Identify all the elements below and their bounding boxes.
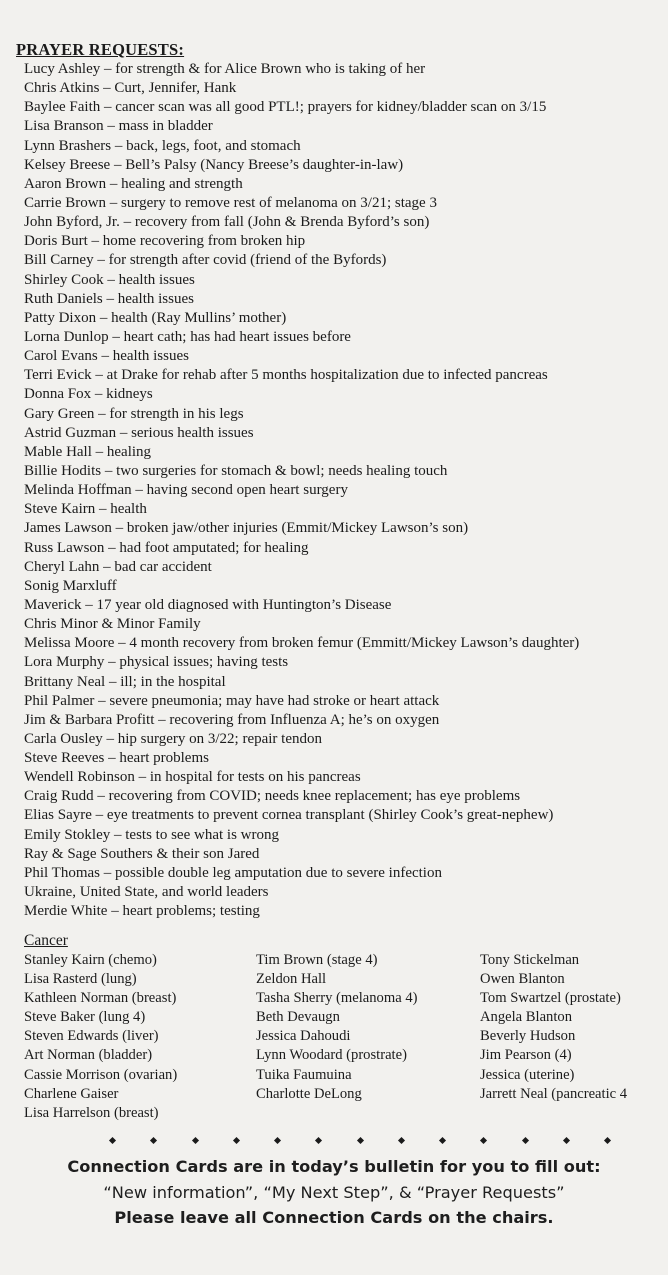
- cancer-list-item: Zeldon Hall: [256, 971, 327, 988]
- prayer-request-item: Baylee Faith – cancer scan was all good PTL!; prayers for kidney/bladder scan on 3/15: [24, 99, 547, 116]
- prayer-request-item: Lucy Ashley – for strength & for Alice Brown who is taking of her: [24, 61, 426, 77]
- prayer-request-item: Craig Rudd – recovering from COVID; needs knee replacement; has eye problems: [24, 788, 521, 805]
- prayer-request-item: Carrie Brown – surgery to remove rest of melanoma on 3/21; stage 3: [24, 194, 437, 211]
- cancer-list-item: Jim Pearson (4): [480, 1047, 572, 1064]
- prayer-request-item: Shirley Cook – health issues: [24, 271, 195, 288]
- cancer-list-item: Beverly Hudson: [480, 1028, 576, 1045]
- diamond-icon: [563, 1136, 570, 1143]
- prayer-request-item: Mable Hall – healing: [24, 443, 152, 460]
- diamond-icon: [233, 1136, 240, 1143]
- diamond-icon: [521, 1136, 528, 1143]
- diamond-icon: [150, 1136, 157, 1143]
- cancer-list-item: Jessica Dahoudi: [256, 1028, 351, 1045]
- prayer-request-item: John Byford, Jr. – recovery from fall (John & Brenda Byford’s son): [24, 214, 430, 231]
- prayer-request-item: Astrid Guzman – serious health issues: [24, 424, 254, 441]
- diamond-icon: [191, 1136, 198, 1143]
- prayer-request-item: Ruth Daniels – health issues: [24, 290, 194, 307]
- prayer-request-item: Lorna Dunlop – heart cath; has had heart issues before: [24, 328, 351, 345]
- cancer-list-item: Jarrett Neal (pancreatic 4: [480, 1085, 628, 1102]
- prayer-request-item: Billie Hodits – two surgeries for stomach & bowl; needs healing touch: [24, 462, 448, 479]
- diamond-icon: [274, 1136, 281, 1143]
- cancer-list-item: Beth Devaugn: [256, 1009, 340, 1026]
- prayer-request-item: Jim & Barbara Profitt – recovering from Influenza A; he’s on oxygen: [24, 711, 440, 728]
- prayer-request-item: Maverick – 17 year old diagnosed with Huntington’s Disease: [24, 596, 392, 613]
- diamond-icon: [398, 1136, 405, 1143]
- cancer-list-item: Tuika Faumuina: [256, 1066, 352, 1083]
- cancer-heading: Cancer: [24, 932, 68, 949]
- diamond-icon: [604, 1136, 611, 1143]
- prayer-request-item: Chris Atkins – Curt, Jennifer, Hank: [24, 80, 237, 97]
- prayer-request-item: Carol Evans – health issues: [24, 348, 189, 365]
- prayer-request-item: Melissa Moore – 4 month recovery from broken femur (Emmitt/Mickey Lawson’s daughter): [24, 635, 580, 652]
- cancer-list-item: Steve Baker (lung 4): [24, 1009, 146, 1026]
- cancer-list-item: Jessica (uterine): [480, 1066, 575, 1083]
- prayer-request-item: Phil Palmer – severe pneumonia; may have had stroke or heart attack: [24, 692, 440, 709]
- prayer-request-item: Brittany Neal – ill; in the hospital: [24, 673, 226, 690]
- cancer-column-1: [24, 951, 177, 1123]
- prayer-request-item: James Lawson – broken jaw/other injuries (Emmit/Mickey Lawson’s son): [24, 520, 469, 537]
- prayer-request-item: Steve Kairn – health: [24, 501, 147, 518]
- cancer-list-item: Charlotte DeLong: [256, 1085, 362, 1102]
- prayer-request-item: Donna Fox – kidneys: [24, 386, 153, 403]
- prayer-request-item: Merdie White – heart problems; testing: [24, 903, 260, 920]
- prayer-request-item: Patty Dixon – health (Ray Mullins’ mother): [24, 309, 287, 326]
- prayer-request-item: Phil Thomas – possible double leg amputation due to severe infection: [24, 864, 442, 881]
- prayer-request-item: Bill Carney – for strength after covid (friend of the Byfords): [24, 252, 387, 269]
- footer-line-2: “New information”, “My Next Step”, & “Prayer Requests”: [103, 1183, 565, 1202]
- cancer-list-item: Art Norman (bladder): [24, 1047, 153, 1064]
- prayer-requests-list: [24, 60, 664, 921]
- prayer-request-item: Wendell Robinson – in hospital for tests on his pancreas: [24, 769, 361, 786]
- cancer-list-item: Charlene Gaiser: [24, 1085, 119, 1102]
- cancer-list-item: Stanley Kairn (chemo): [24, 952, 157, 968]
- prayer-request-item: Lynn Brashers – back, legs, foot, and stomach: [24, 137, 301, 154]
- diamond-icon: [315, 1136, 322, 1143]
- diamond-icon: [356, 1136, 363, 1143]
- prayer-request-item: Carla Ousley – hip surgery on 3/22; repair tendon: [24, 730, 322, 747]
- prayer-request-item: Aaron Brown – healing and strength: [24, 175, 243, 192]
- cancer-list-item: Owen Blanton: [480, 971, 565, 988]
- prayer-request-item: Ukraine, United State, and world leaders: [24, 884, 269, 901]
- cancer-list-item: Angela Blanton: [480, 1009, 573, 1026]
- diamond-icon: [480, 1136, 487, 1143]
- cancer-column-2: [256, 951, 417, 1104]
- cancer-list-item: Tony Stickelman: [480, 952, 580, 968]
- cancer-list-item: Lisa Harrelson (breast): [24, 1104, 159, 1121]
- diamond-divider: [110, 1130, 610, 1150]
- prayer-request-item: Cheryl Lahn – bad car accident: [24, 558, 212, 575]
- cancer-list-item: Lisa Rasterd (lung): [24, 971, 137, 988]
- prayer-request-item: Terri Evick – at Drake for rehab after 5 months hospitalization due to infected pancreas: [24, 367, 548, 384]
- prayer-request-item: Melinda Hoffman – having second open heart surgery: [24, 482, 348, 499]
- prayer-request-item: Doris Burt – home recovering from broken hip: [24, 233, 306, 250]
- cancer-list-item: Lynn Woodard (prostrate): [256, 1047, 407, 1064]
- footer-line-1: Connection Cards are in today’s bulletin for you to fill out:: [67, 1157, 601, 1176]
- prayer-request-item: Elias Sayre – eye treatments to prevent cornea transplant (Shirley Cook’s great-nephew): [24, 807, 554, 824]
- cancer-list-item: Tasha Sherry (melanoma 4): [256, 990, 418, 1007]
- cancer-column-3: [480, 951, 627, 1104]
- prayer-request-item: Steve Reeves – heart problems: [24, 750, 209, 767]
- prayer-request-item: Gary Green – for strength in his legs: [24, 405, 244, 422]
- prayer-request-item: Lora Murphy – physical issues; having tests: [24, 654, 289, 671]
- prayer-request-item: Russ Lawson – had foot amputated; for healing: [24, 539, 309, 556]
- cancer-list-item: Tim Brown (stage 4): [256, 952, 378, 968]
- prayer-request-item: Ray & Sage Southers & their son Jared: [24, 845, 260, 862]
- cancer-list-item: Cassie Morrison (ovarian): [24, 1066, 178, 1083]
- footer-line-3: Please leave all Connection Cards on the chairs.: [114, 1208, 554, 1227]
- prayer-request-item: Kelsey Breese – Bell’s Palsy (Nancy Breese’s daughter-in-law): [24, 156, 404, 173]
- prayer-request-item: Lisa Branson – mass in bladder: [24, 118, 213, 135]
- diamond-icon: [439, 1136, 446, 1143]
- cancer-list-item: Tom Swartzel (prostate): [480, 990, 621, 1007]
- prayer-request-item: Sonig Marxluff: [24, 577, 117, 594]
- cancer-list-item: Kathleen Norman (breast): [24, 990, 177, 1007]
- prayer-request-item: Chris Minor & Minor Family: [24, 616, 201, 633]
- prayer-request-item: Emily Stokley – tests to see what is wrong: [24, 826, 279, 843]
- diamond-icon: [109, 1136, 116, 1143]
- cancer-list-item: Steven Edwards (liver): [24, 1028, 159, 1045]
- prayer-requests-heading: PRAYER REQUESTS:: [16, 40, 185, 59]
